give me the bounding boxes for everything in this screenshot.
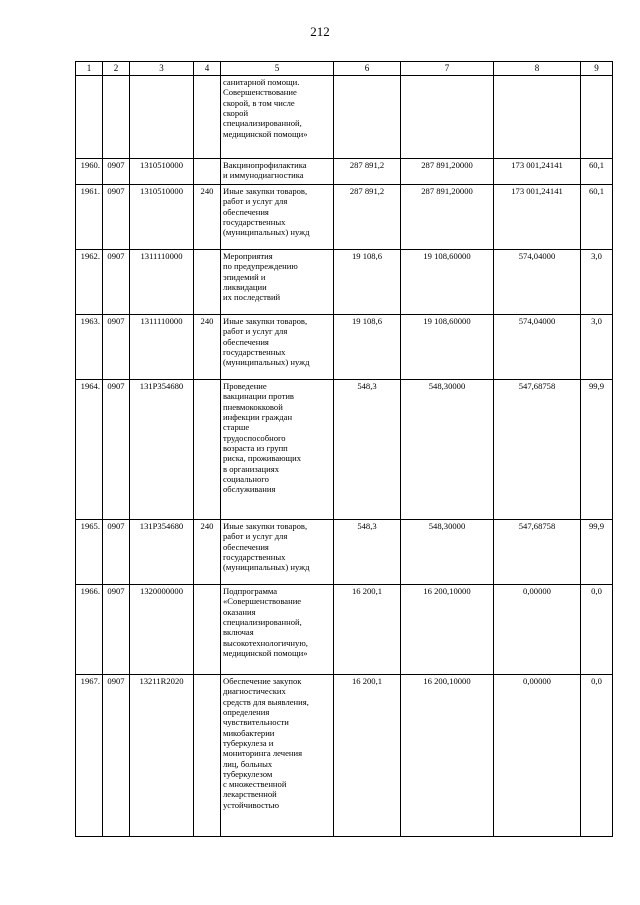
- section-code-cell: 0907: [103, 380, 130, 520]
- item-name-cell: Иные закупки товаров, работ и услуг для обеспечения государственных (муниципальных) нужд: [221, 315, 334, 380]
- approved-amount-cell: 16 200,1: [334, 675, 401, 837]
- row-number-cell: 1961.: [76, 185, 103, 250]
- budget-table: [75, 61, 613, 837]
- row-number-cell: 1967.: [76, 675, 103, 837]
- column-header: 2: [103, 62, 130, 76]
- execution-percent-cell: 3,0: [581, 250, 613, 315]
- table-row: [76, 520, 613, 585]
- budget-amount-cell: 16 200,10000: [401, 675, 494, 837]
- approved-amount-cell: 19 108,6: [334, 315, 401, 380]
- table-cell: [130, 76, 194, 159]
- table-cell: [581, 76, 613, 159]
- budget-amount-cell: 287 891,20000: [401, 185, 494, 250]
- executed-amount-cell: 574,04000: [494, 250, 581, 315]
- header-row: [76, 62, 613, 76]
- table-row: [76, 585, 613, 675]
- section-code-cell: 0907: [103, 159, 130, 185]
- table-cell: [334, 76, 401, 159]
- executed-amount-cell: 574,04000: [494, 315, 581, 380]
- column-header: 8: [494, 62, 581, 76]
- row-number-cell: 1966.: [76, 585, 103, 675]
- row-number-cell: 1963.: [76, 315, 103, 380]
- table-cell: [103, 76, 130, 159]
- target-code-cell: 1311110000: [130, 315, 194, 380]
- expense-type-cell: [194, 380, 221, 520]
- column-header: 4: [194, 62, 221, 76]
- target-code-cell: 1310510000: [130, 185, 194, 250]
- target-code-cell: 131P354680: [130, 380, 194, 520]
- section-code-cell: 0907: [103, 675, 130, 837]
- row-number-cell: 1962.: [76, 250, 103, 315]
- budget-amount-cell: 548,30000: [401, 380, 494, 520]
- target-code-cell: 1310510000: [130, 159, 194, 185]
- column-header: 3: [130, 62, 194, 76]
- execution-percent-cell: 60,1: [581, 185, 613, 250]
- table-cell: [194, 76, 221, 159]
- column-header: 5: [221, 62, 334, 76]
- target-code-cell: 1320000000: [130, 585, 194, 675]
- column-header: 9: [581, 62, 613, 76]
- execution-percent-cell: 3,0: [581, 315, 613, 380]
- item-name-cell: Подпрограмма «Совершенствование оказания специализированной, включая высокотехнологичную, медицинской помощи»: [221, 585, 334, 675]
- item-name-cell: Мероприятия по предупреждению эпидемий и ликвидации их последствий: [221, 250, 334, 315]
- execution-percent-cell: 0,0: [581, 675, 613, 837]
- section-code-cell: 0907: [103, 585, 130, 675]
- table-row: [76, 315, 613, 380]
- expense-type-cell: [194, 250, 221, 315]
- row-number-cell: 1964.: [76, 380, 103, 520]
- table-cell: [494, 76, 581, 159]
- target-code-cell: 131P354680: [130, 520, 194, 585]
- table-cell: [401, 76, 494, 159]
- target-code-cell: 13211R2020: [130, 675, 194, 837]
- page-number: 212: [310, 24, 330, 39]
- item-name-cell: Иные закупки товаров, работ и услуг для обеспечения государственных (муниципальных) нужд: [221, 185, 334, 250]
- executed-amount-cell: 547,68758: [494, 380, 581, 520]
- section-code-cell: 0907: [103, 520, 130, 585]
- execution-percent-cell: 99,9: [581, 520, 613, 585]
- continuation-name-cell: санитарной помощи. Совершенствование скорой, в том числе скорой специализированной, медицинской помощи»: [221, 76, 334, 159]
- section-code-cell: 0907: [103, 185, 130, 250]
- executed-amount-cell: 173 001,24141: [494, 185, 581, 250]
- budget-amount-cell: 19 108,60000: [401, 250, 494, 315]
- item-name-cell: Проведение вакцинации против пневмококковой инфекции граждан старше трудоспособного возраста из групп риска, проживающих в организациях социального обслуживания: [221, 380, 334, 520]
- executed-amount-cell: 0,00000: [494, 585, 581, 675]
- budget-amount-cell: 287 891,20000: [401, 159, 494, 185]
- item-name-cell: Вакцинопрофилактика и иммунодиагностика: [221, 159, 334, 185]
- row-number-cell: 1960.: [76, 159, 103, 185]
- table-row: [76, 159, 613, 185]
- approved-amount-cell: 287 891,2: [334, 185, 401, 250]
- section-code-cell: 0907: [103, 315, 130, 380]
- executed-amount-cell: 547,68758: [494, 520, 581, 585]
- execution-percent-cell: 60,1: [581, 159, 613, 185]
- executed-amount-cell: 173 001,24141: [494, 159, 581, 185]
- execution-percent-cell: 0,0: [581, 585, 613, 675]
- table-row: [76, 675, 613, 837]
- continuation-row: [76, 76, 613, 159]
- executed-amount-cell: 0,00000: [494, 675, 581, 837]
- execution-percent-cell: 99,9: [581, 380, 613, 520]
- approved-amount-cell: 548,3: [334, 380, 401, 520]
- expense-type-cell: [194, 159, 221, 185]
- table-row: [76, 380, 613, 520]
- budget-amount-cell: 16 200,10000: [401, 585, 494, 675]
- row-number-cell: 1965.: [76, 520, 103, 585]
- approved-amount-cell: 287 891,2: [334, 159, 401, 185]
- column-header: 6: [334, 62, 401, 76]
- column-header: 1: [76, 62, 103, 76]
- table-row: [76, 185, 613, 250]
- expense-type-cell: 240: [194, 520, 221, 585]
- section-code-cell: 0907: [103, 250, 130, 315]
- item-name-cell: Иные закупки товаров, работ и услуг для обеспечения государственных (муниципальных) нужд: [221, 520, 334, 585]
- budget-amount-cell: 19 108,60000: [401, 315, 494, 380]
- budget-amount-cell: 548,30000: [401, 520, 494, 585]
- expense-type-cell: [194, 675, 221, 837]
- approved-amount-cell: 19 108,6: [334, 250, 401, 315]
- column-header: 7: [401, 62, 494, 76]
- approved-amount-cell: 16 200,1: [334, 585, 401, 675]
- table-row: [76, 250, 613, 315]
- expense-type-cell: 240: [194, 185, 221, 250]
- expense-type-cell: [194, 585, 221, 675]
- table-cell: [76, 76, 103, 159]
- item-name-cell: Обеспечение закупок диагностических средств для выявления, определения чувствительности микобактерии туберкулеза и мониторинга лечения лиц, больных туберкулезом с множественной лекарственной устойчивостью: [221, 675, 334, 837]
- target-code-cell: 1311110000: [130, 250, 194, 315]
- expense-type-cell: 240: [194, 315, 221, 380]
- approved-amount-cell: 548,3: [334, 520, 401, 585]
